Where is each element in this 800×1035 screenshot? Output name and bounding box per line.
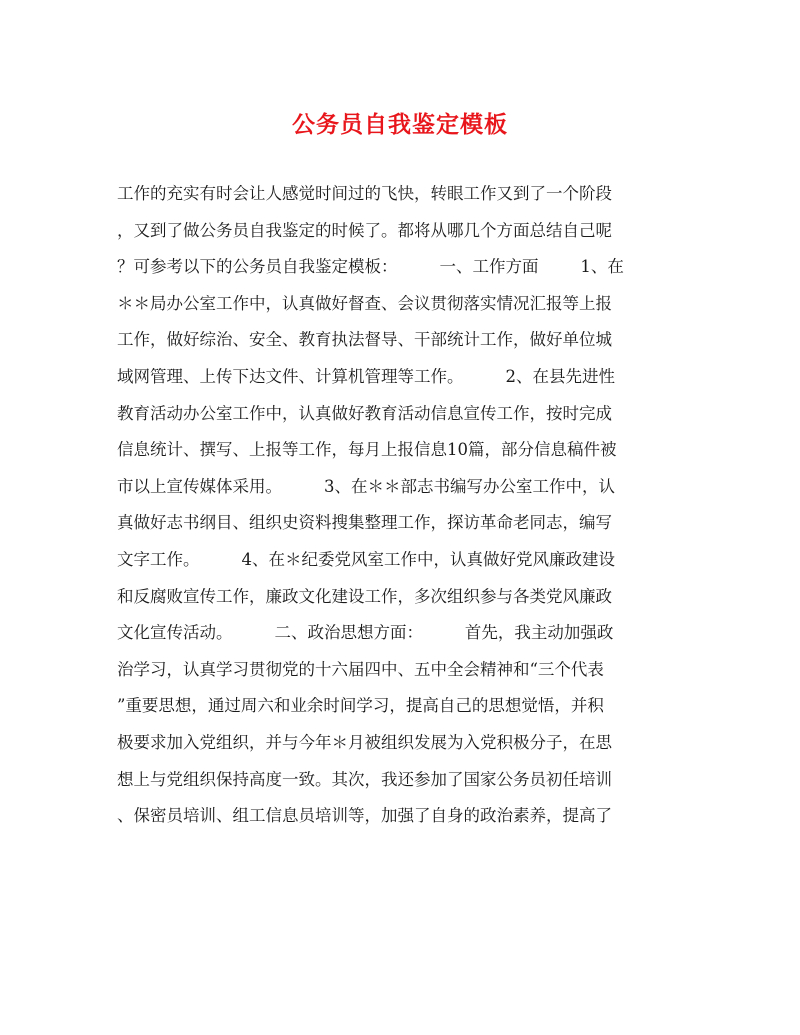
body-line: 工作，做好综治、安全、教育执法督导、干部统计工作，做好单位城 <box>117 330 612 350</box>
body-line: 真做好志书纲目、组织史资料搜集整理工作，探访革命老同志，编写 <box>117 513 612 533</box>
body-line: 极要求加入党组织，并与今年＊月被组织发展为入党积极分子，在思 <box>117 732 612 752</box>
body-line: 和反腐败宣传工作，廉政文化建设工作，多次组织参与各类党风廉政 <box>117 586 612 606</box>
body-line: ”重要思想，通过周六和业余时间学习，提高自己的思想觉悟，并积 <box>117 696 604 716</box>
body-line: 教育活动办公室工作中，认真做好教育活动信息宣传工作，按时完成 <box>117 403 612 423</box>
body-line: ＊＊局办公室工作中，认真做好督查、会议贯彻落实情况汇报等上报 <box>117 293 612 313</box>
body-line: 、保密员培训、组工信息员培训等，加强了自身的政治素养，提高了 <box>117 806 612 826</box>
document-title: 公务员自我鉴定模板 <box>292 111 508 138</box>
body-line: 文化宣传活动。 二、政治思想方面： 首先，我主动加强政 <box>117 623 614 643</box>
body-line: 信息统计、撰写、上报等工作，每月上报信息10篇，部分信息稿件被 <box>117 440 617 460</box>
body-line: 市以上宣传媒体采用。 3、在＊＊部志书编写办公室工作中，认 <box>117 476 615 496</box>
document-body <box>117 176 697 835</box>
body-line: ，又到了做公务员自我鉴定的时候了。都将从哪几个方面总结自己呢 <box>117 220 612 240</box>
body-line: 域网管理、上传下达文件、计算机管理等工作。 2、在县先进性 <box>117 366 615 386</box>
body-line: 工作的充实有时会让人感觉时间过的飞快，转眼工作又到了一个阶段 <box>117 184 612 203</box>
body-line: 文字工作。 4、在＊纪委党风室工作中，认真做好党风廉政建设 <box>117 549 615 569</box>
body-line: 治学习，认真学习贯彻党的十六届四中、五中全会精神和“三个代表 <box>117 659 604 679</box>
body-line: ？可参考以下的公务员自我鉴定模板： 一、工作方面 1、在 <box>117 257 624 277</box>
body-line: 想上与党组织保持高度一致。其次，我还参加了国家公务员初任培训 <box>117 769 612 789</box>
